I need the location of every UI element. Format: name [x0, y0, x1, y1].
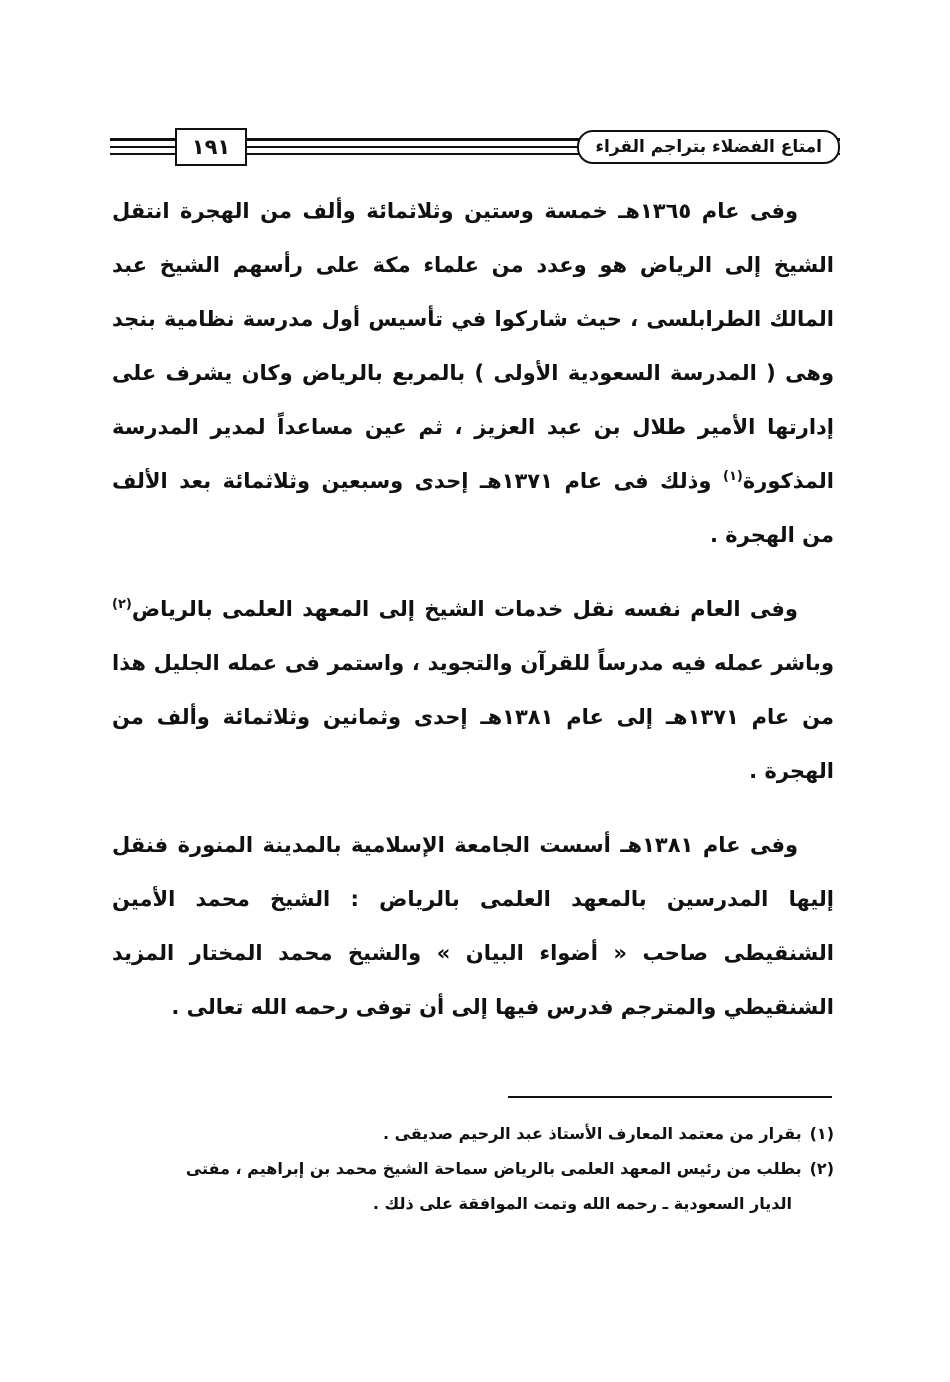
book-title: امتاع الفضلاء بتراجم القراء: [577, 130, 840, 164]
page-number: ١٩١: [175, 128, 247, 166]
footnote: [112, 1151, 834, 1221]
paragraph-text: وفى عام ١٣٦٥هـ خمسة وستين وثلاثمائة وألف من الهجرة انتقل الشيخ إلى الرياض هو وعدد من علماء مكة على رأسهم الشيخ عبد المالك الطرابلسى ، حيث شاركوا في تأسيس أول مدرسة نظامية بنجد وهى ( المدرسة السعودية الأولى ) بالمربع بالرياض وكان يشرف على إدارتها الأمير طلال بن عبد العزيز ، ثم عين مساعداً لمدير المدرسة المذكورة: [112, 199, 834, 493]
paragraph-text: وفى العام نفسه نقل خدمات الشيخ إلى المعهد العلمى بالرياض: [131, 597, 798, 621]
footnote-text: بطلب من رئيس المعهد العلمى بالرياض سماحة الشيخ محمد بن إبراهيم ، مفتى: [185, 1159, 802, 1178]
footnote-text: بقرار من معتمد المعارف الأستاذ عبد الرحيم صديقى .: [382, 1124, 802, 1143]
paragraph: [112, 184, 834, 562]
paragraph: [112, 818, 834, 1034]
footnote-separator: [508, 1096, 832, 1098]
footnote-number: (٢): [809, 1159, 834, 1178]
footnote-reference[interactable]: (٢): [112, 597, 132, 612]
footnote-reference[interactable]: (١): [722, 469, 743, 484]
footnote-continuation: الديار السعودية ـ رحمه الله وتمت الموافقة على ذلك .: [372, 1194, 792, 1213]
paragraph: [112, 582, 834, 798]
paragraph-text: وفى عام ١٣٨١هـ أسست الجامعة الإسلامية بالمدينة المنورة فنقل إليها المدرسين بالمعهد العلمى بالرياض : الشيخ محمد الأمين الشنقيطى صاحب « أضواء البيان » والشيخ محمد المختار المزيد الشنقيطي والمترجم فدرس فيها إلى أن توفى رحمه الله تعالى .: [112, 833, 834, 1019]
paragraph-text: وذلك فى عام ١٣٧١هـ إحدى وسبعين وثلاثمائة بعد الألف من الهجرة .: [112, 469, 834, 547]
body-text: [112, 184, 834, 1054]
footnote: [112, 1116, 834, 1151]
paragraph-text: وباشر عمله فيه مدرساً للقرآن والتجويد ، واستمر فى عمله الجليل هذا من عام ١٣٧١هـ إلى عام ١٣٨١هـ إحدى وثمانين وثلاثمائة وألف من الهجرة .: [112, 651, 834, 783]
footnotes: [112, 1116, 834, 1221]
page-header: [110, 128, 840, 166]
footnote-number: (١): [809, 1124, 834, 1143]
